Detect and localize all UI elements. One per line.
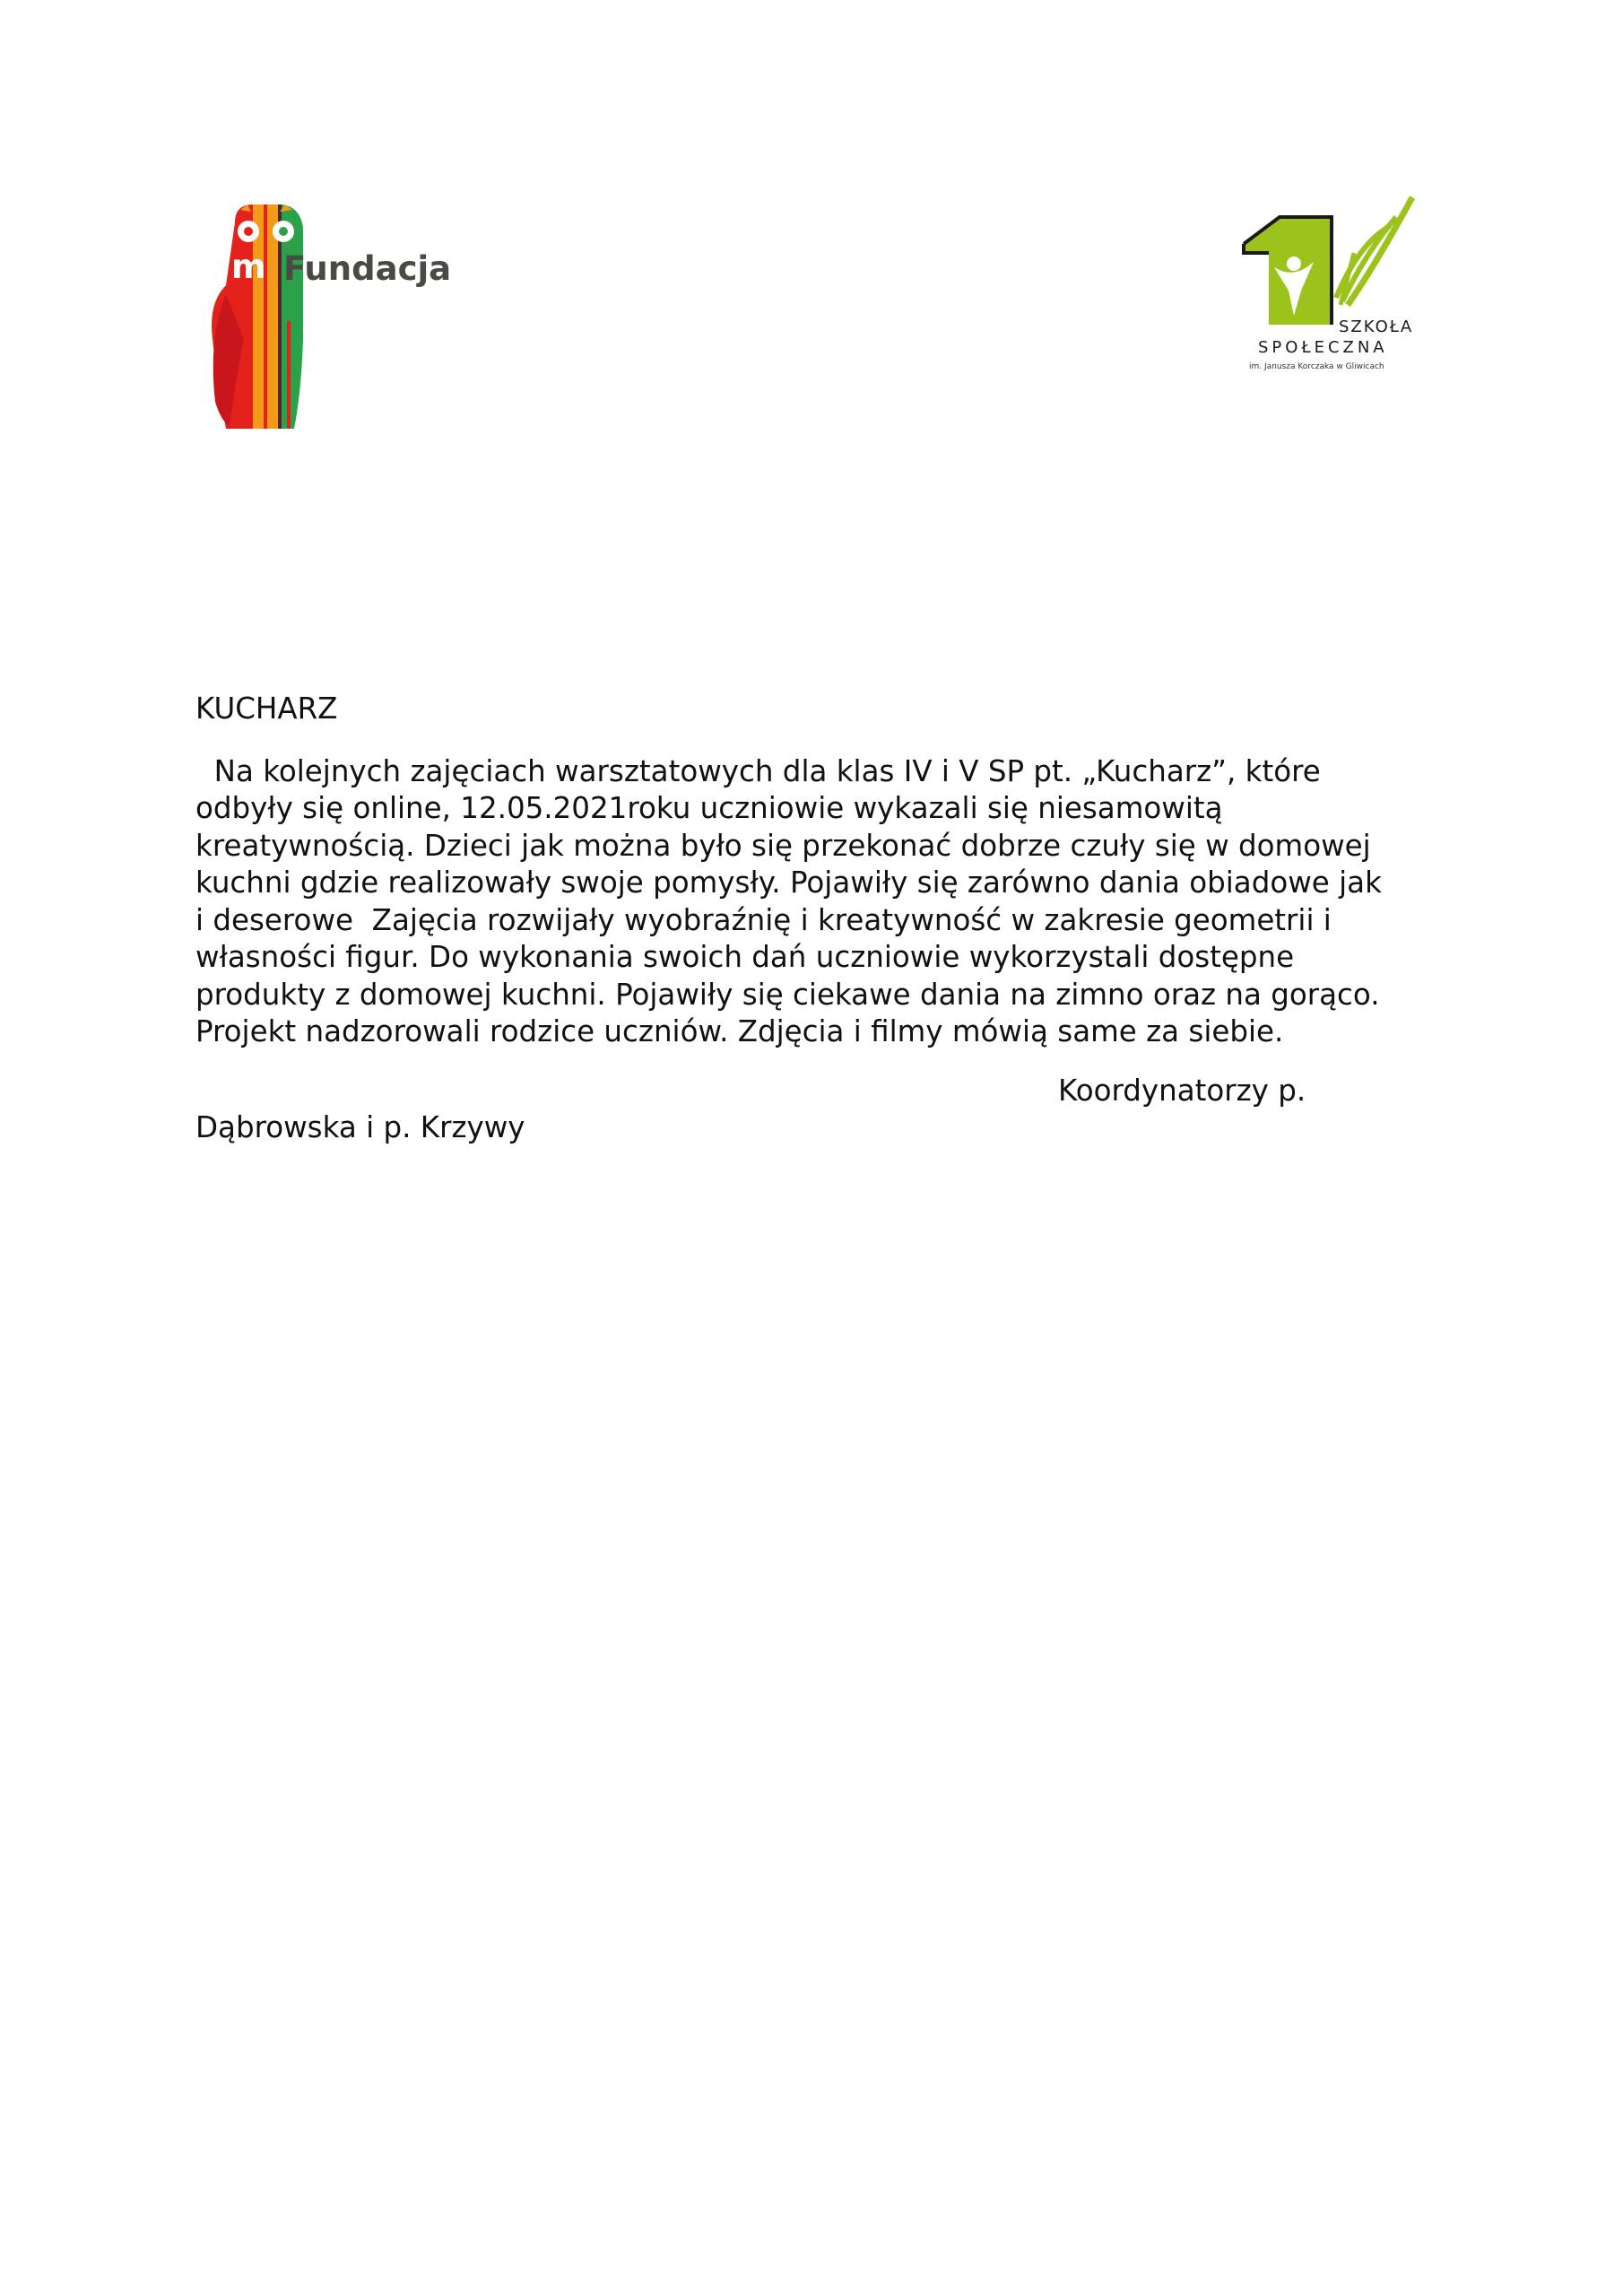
document-title: KUCHARZ xyxy=(195,691,338,726)
paragraph-line: i deserowe Zajęcia rozwijały wyobraźnię i kreatywność w zakresie geometrii i xyxy=(195,902,1332,937)
document-paragraph xyxy=(195,753,1451,1051)
school-one-book-icon xyxy=(1242,190,1421,325)
owl-logo-icon xyxy=(208,204,316,429)
paragraph-line: Projekt nadzorowali rodzice uczniów. Zdjęcia i filmy mówią same za siebie. xyxy=(195,1014,1284,1048)
m-letter: m xyxy=(231,248,266,286)
paragraph-line: produkty z domowej kuchni. Pojawiły się ciekawe dania na zimno oraz na gorąco. xyxy=(195,977,1380,1012)
paragraph-line: kuchni gdzie realizowały swoje pomysły. Pojawiły się zarówno dania obiadowe jak xyxy=(195,865,1382,900)
signers-line: Dąbrowska i p. Krzywy xyxy=(195,1110,525,1144)
fundacja-text: Fundacja xyxy=(283,249,452,288)
szkola-spoleczna-logo xyxy=(1242,190,1421,383)
paragraph-line: Na kolejnych zajęciach warsztatowych dla klas IV i V SP pt. „Kucharz”, które xyxy=(195,753,1321,788)
paragraph-line: własności figur. Do wykonania swoich dań uczniowie wykorzystali dostępne xyxy=(195,940,1295,974)
coordinators-line: Koordynatorzy p. xyxy=(1058,1073,1306,1108)
fundacja-logo xyxy=(208,204,513,429)
school-name-line1: SZKOŁA xyxy=(1339,317,1414,336)
school-name-line2: SPOŁECZNA xyxy=(1258,338,1388,357)
document-body xyxy=(195,691,1451,1147)
school-name-line3: im. Janusza Korczaka w Gliwicach xyxy=(1249,362,1384,371)
paragraph-line: kreatywnością. Dzieci jak można było się przekonać dobrze czuły się w domowej xyxy=(195,828,1371,863)
paragraph-line: odbyły się online, 12.05.2021roku uczniowie wykazali się niesamowitą xyxy=(195,791,1223,825)
fundacja-wordmark xyxy=(231,248,452,288)
